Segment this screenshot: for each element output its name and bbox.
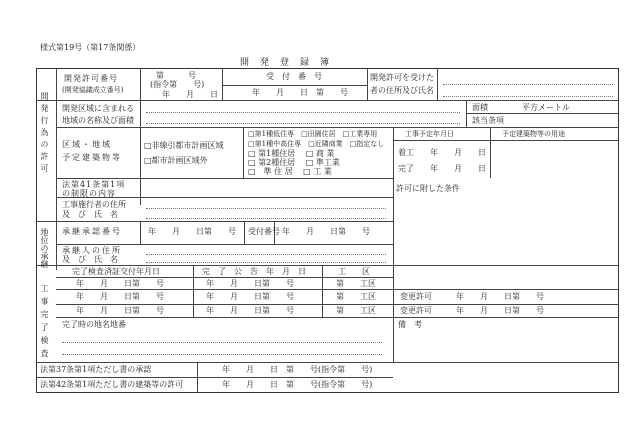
inspection-r2-notice: 年 月 日第 号 — [206, 292, 294, 301]
zone-label-1: 区域・地域 — [62, 140, 112, 149]
use-zone-line-2[interactable]: □第1種中高住専 □近隣商業 □指定なし — [248, 140, 385, 148]
applicant-label-2: 者の住所及び氏名 — [370, 86, 434, 95]
zone-option-non-linear[interactable]: □非線引都市計画区域 — [144, 141, 224, 150]
art37-value: 年 月 日 第 号(指令第 号) — [222, 365, 373, 374]
permit-date-value: 年 月 日 — [162, 90, 218, 99]
inspection-r1-notice: 年 月 日第 号 — [206, 279, 294, 288]
use-zone-line-3[interactable]: □ 第1種住居 □ 商 業 — [248, 149, 335, 158]
change-permit-label-2: 変更許可 — [400, 306, 432, 315]
schedule-label: 工事予定年月日 — [405, 130, 454, 138]
receipt-number-label: 受 付 番 号 — [266, 72, 322, 81]
use-zone-line-1[interactable]: □第1種低住専 □田園住居 □工業専用 — [248, 130, 378, 138]
finish-date-value: 完了 年 月 日 — [398, 164, 486, 173]
permit-order-value: (指令第 号) — [150, 80, 205, 89]
inspection-col-certificate: 完了検査済証交付年月日 — [72, 267, 160, 276]
contractor-label-1: 工事施行者の住所 — [62, 200, 126, 209]
inspection-col-notice: 完 了 公 告 年 月 日 — [202, 267, 306, 276]
change-permit-label-1: 変更許可 — [400, 292, 432, 301]
heir-label-1: 承継人の住所 — [62, 246, 122, 255]
applicant-label-1: 開発許可を受けた — [370, 73, 434, 82]
inspection-r1-ward: 第 工区 — [336, 279, 376, 288]
contractor-label-2: 及 び 氏 名 — [62, 210, 118, 219]
receipt-number-value: 年 月 日 第 号 — [252, 88, 348, 97]
side-succession-label: 地位の承継 — [40, 228, 49, 268]
completion-place-label: 完了時の地名地番 — [62, 320, 126, 329]
inspection-r1-cert: 年 月 日第 号 — [76, 279, 164, 288]
art42-value: 年 月 日 第 号(指令第 号) — [222, 380, 373, 389]
remarks-label: 備 考 — [398, 320, 422, 329]
art41-label-2: の制限の内容 — [62, 189, 116, 198]
heir-label-2: 及 び 氏 名 — [62, 255, 118, 264]
applicable-clause-label: 該当条項 — [472, 116, 504, 125]
succession-receipt-value: 年 月 日第 号 — [282, 227, 370, 236]
side-inspection-label: 工事完了検査 — [40, 284, 49, 362]
change-permit-value-2: 年 月 日第 号 — [456, 306, 544, 315]
conditions-label: 許可に附した条件 — [396, 184, 460, 193]
permit-number-value: 第 号 — [156, 71, 196, 80]
inspection-r3-ward: 第 工区 — [336, 306, 376, 315]
area-label-1: 開発区域に含まれる — [62, 104, 134, 113]
zone-label-2: 予定建築物等 — [62, 153, 122, 162]
succession-approval-value: 年 月 日第 号 — [148, 227, 236, 236]
side-permit-label: 開発行為の許可 — [40, 92, 49, 176]
use-zone-line-5[interactable]: □ 準 住 居 □ 工 業 — [248, 167, 332, 176]
change-permit-value-1: 年 月 日第 号 — [456, 292, 544, 301]
area-size-label: 面積 — [472, 103, 488, 112]
zone-option-outside[interactable]: □都市計画区域外 — [144, 156, 208, 165]
inspection-r3-cert: 年 月 日第 号 — [76, 306, 164, 315]
page-title: 開 発 登 録 簿 — [240, 58, 331, 68]
inspection-r2-cert: 年 月 日第 号 — [76, 292, 164, 301]
planned-use-label: 予定建築物等の用途 — [502, 130, 565, 138]
form-number: 様式第19号（第17条関係） — [40, 43, 141, 52]
inspection-r2-ward: 第 工区 — [336, 292, 376, 301]
succession-approval-label: 承継承認番号 — [62, 227, 122, 236]
area-unit: 平方メートル — [522, 103, 570, 112]
succession-receipt-label: 受付番号 — [248, 227, 280, 236]
permit-number-label: 開発許可番号 — [64, 74, 118, 83]
permit-number-sublabel: (開発協議成立番号) — [62, 86, 124, 94]
start-date-value: 着工 年 月 日 — [398, 148, 486, 157]
art37-label: 法第37条第1項ただし書の承認 — [40, 365, 152, 374]
art41-label-1: 法第41条第1項 — [62, 180, 126, 189]
inspection-col-ward: 工 区 — [338, 267, 370, 276]
inspection-r3-notice: 年 月 日第 号 — [206, 306, 294, 315]
area-label-2: 地域の名称及び面積 — [62, 116, 134, 125]
art42-label: 法第42条第1項ただし書の建築等の許可 — [40, 380, 184, 389]
use-zone-line-4[interactable]: □ 第2種住居 □ 準工業 — [248, 158, 340, 167]
